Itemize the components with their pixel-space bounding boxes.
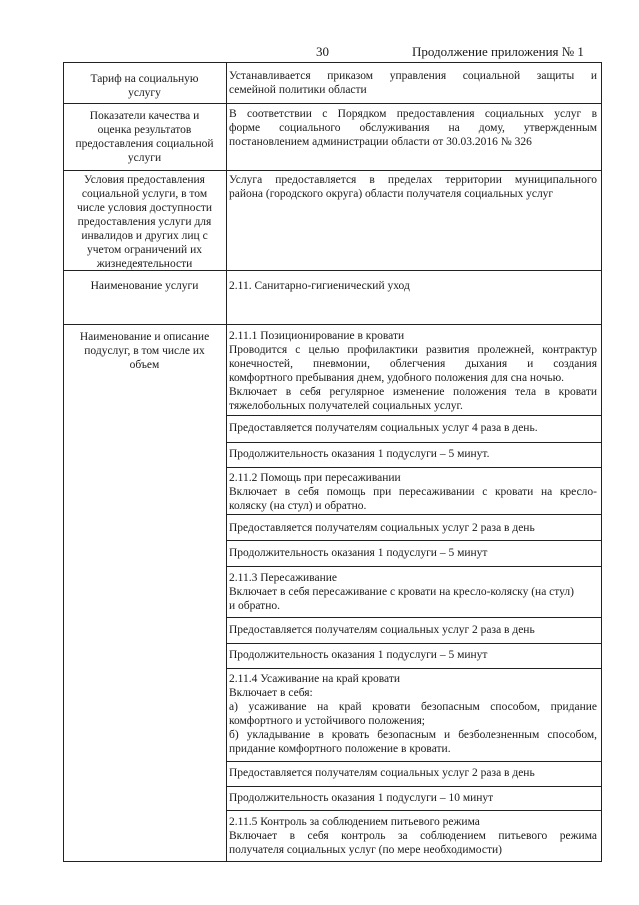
quality-label: Показатели качества и оценка результатов предоставления социальной услуги (75, 110, 214, 164)
row-divider (63, 170, 602, 171)
subrow-divider (226, 514, 602, 515)
subservice-title: 2.11.2 Помощь при пересаживании (229, 472, 401, 484)
subservice-frequency: Предоставляется получателям социальных услуг 2 раза в день (229, 522, 535, 534)
subservice-2-11-3: 2.11.3 Пересаживание Включает в себя пересаживание с кровати на кресло-коляску (на стул) и обратно. (229, 571, 597, 613)
subservice-frequency: Предоставляется получателям социальных услуг 2 раза в день (229, 624, 535, 636)
subrow-divider (226, 810, 602, 811)
subrow-divider (226, 643, 602, 644)
subrow-divider (226, 617, 602, 618)
subservice-2-11-2: 2.11.2 Помощь при пересаживании Включает в себя помощь при пересаживании с кровати на кресло- коляску (на стул) и обратно. (229, 472, 597, 512)
subservice-duration: Продолжительность оказания 1 подуслуги – 5 минут. (229, 448, 490, 460)
subservice-duration: Продолжительность оказания 1 подуслуги – 5 минут (229, 547, 488, 559)
quality-value: В соответствии с Порядком предоставления социальных услуг в форме социального обслуживания на дому, утвержденным постановлением администрации области от 30.03.2016 № 326 (229, 108, 597, 148)
subrow-divider (226, 668, 602, 669)
subservices-label: Наименование и описание подуслуг, в том числе их объем (79, 331, 210, 371)
subrow-divider (226, 786, 602, 787)
table-column-divider (226, 62, 227, 862)
subservice-title: 2.11.5 Контроль за соблюдением питьевого режима (229, 816, 480, 828)
row-divider (63, 324, 602, 325)
subservice-title: 2.11.4 Усаживание на край кровати (229, 673, 401, 685)
subrow-divider (226, 540, 602, 541)
subrow-divider (226, 761, 602, 762)
service-name-label: Наименование услуги (90, 280, 199, 292)
page-number: 30 (316, 44, 329, 59)
row-divider (63, 103, 602, 104)
subservice-frequency: Предоставляется получателям социальных услуг 4 раза в день. (229, 422, 538, 434)
conditions-label: Условия предоставления социальной услуги, в том числе условия доступности предоставления услуги для инвалидов и других лиц с учетом ограничений их жизнедеятельности (76, 174, 213, 270)
service-table (63, 62, 602, 862)
appendix-continuation-note: Продолжение приложения № 1 (412, 44, 584, 59)
subrow-divider (226, 467, 602, 468)
subservice-2-11-1: 2.11.1 Позиционирование в кровати Проводится с целью профилактики развития пролежней, контрактур конечностей, пневмонии, облегчения дыхания и создания комфортного пребывания днем, удобного положения для сна ночью. Включает в себя регулярное изменение положения тела в кровати тяжелобольных получателей социальных услуг. (229, 330, 597, 412)
subrow-divider (226, 566, 602, 567)
tariff-value: Устанавливается приказом управления социальной защиты и семейной политики области (229, 70, 597, 96)
subrow-divider (226, 415, 602, 416)
table-border-bottom (63, 861, 602, 862)
table-border-top (63, 62, 602, 63)
subservice-duration: Продолжительность оказания 1 подуслуги – 10 минут (229, 792, 494, 804)
subservice-title: 2.11.1 Позиционирование в кровати (229, 330, 405, 342)
subrow-divider (226, 442, 602, 443)
tariff-label: Тариф на социальную услугу (90, 73, 199, 99)
table-border-right (601, 62, 602, 862)
subservice-duration: Продолжительность оказания 1 подуслуги – 5 минут (229, 649, 488, 661)
subservice-2-11-5: 2.11.5 Контроль за соблюдением питьевого режима Включает в себя контроль за соблюдением питьевого режима получателя социальных услуг (по мере необходимости) (229, 816, 597, 856)
subservice-2-11-4: 2.11.4 Усаживание на край кровати Включает в себя: а) усаживание на край кровати безопасным способом, придание комфортного и устойчивого положения; б) укладывание в кровать безопасным и безболезненным способом, придание комфортного положение в кровати. (229, 673, 597, 755)
service-name-value: 2.11. Санитарно-гигиенический уход (229, 280, 410, 292)
conditions-value: Услуга предоставляется в пределах территории муниципального района (городского округа) области получателя социальных услуг (229, 174, 597, 200)
subservice-frequency: Предоставляется получателям социальных услуг 2 раза в день (229, 767, 535, 779)
subservice-title: 2.11.3 Пересаживание (229, 572, 337, 584)
